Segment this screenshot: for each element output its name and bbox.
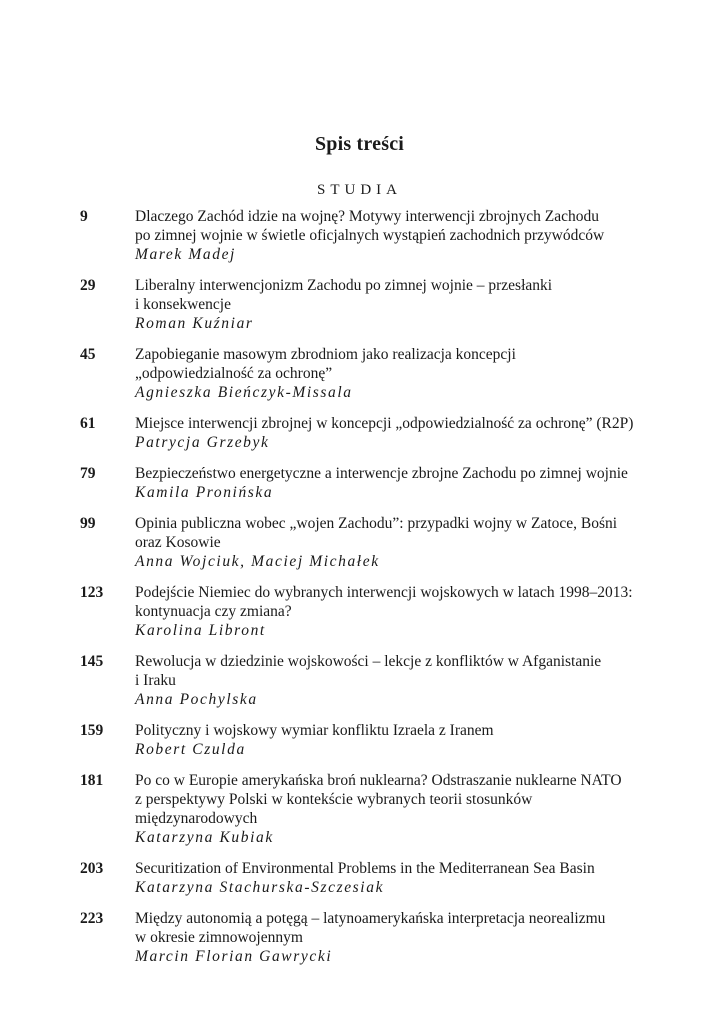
entry-title-line: po zimnej wojnie w świetle oficjalnych wystąpień zachodnich przywódców [135,227,605,244]
toc-list [0,207,719,978]
page-number: 9 [80,208,88,225]
page-number: 145 [80,653,104,670]
toc-entry[interactable] [0,721,719,759]
entry-title-line: Liberalny interwencjonizm Zachodu po zimnej wojnie – przesłanki [135,277,553,294]
entry-title-line: Opinia publiczna wobec „wojen Zachodu”: przypadki wojny w Zatoce, Bośni [135,515,618,532]
page-number: 79 [80,465,96,482]
entry-title-line: Securitization of Environmental Problems in the Mediterranean Sea Basin [135,860,595,877]
toc-entry[interactable] [0,276,719,333]
toc-entry[interactable] [0,345,719,402]
entry-author: Katarzyna Stachurska-Szczesiak [135,879,385,896]
entry-title-line: w okresie zimnowojennym [135,929,303,946]
page-number: 181 [80,772,104,789]
entry-author: Roman Kuźniar [135,315,254,332]
toc-entry[interactable] [0,414,719,452]
page-number: 223 [80,910,104,927]
entry-title-line: Rewolucja w dziedzinie wojskowości – lekcje z konfliktów w Afganistanie [135,653,602,670]
page-number: 45 [80,346,96,363]
entry-author: Kamila Pronińska [135,484,274,501]
entry-title-line: Miejsce interwencji zbrojnej w koncepcji „odpowiedzialność za ochronę” (R2P) [135,415,634,432]
entry-author: Agnieszka Bieńczyk-Missala [135,384,353,401]
section-heading: STUDIA [317,182,402,198]
entry-author: Karolina Libront [135,622,266,639]
toc-entry[interactable] [0,909,719,966]
page-number: 29 [80,277,96,294]
page-number: 99 [80,515,96,532]
entry-title-line: i Iraku [135,672,176,689]
toc-entry[interactable] [0,514,719,571]
page-number: 159 [80,722,104,739]
entry-author: Marek Madej [135,246,236,263]
toc-entry[interactable] [0,207,719,264]
entry-author: Anna Pochylska [135,691,258,708]
entry-title-line: Zapobieganie masowym zbrodniom jako realizacja koncepcji [135,346,516,363]
entry-author: Marcin Florian Gawrycki [135,948,333,965]
entry-author: Katarzyna Kubiak [135,829,274,846]
page-number: 61 [80,415,96,432]
entry-title-line: Dlaczego Zachód idzie na wojnę? Motywy interwencji zbrojnych Zachodu [135,208,599,225]
entry-title-line: „odpowiedzialność za ochronę” [135,365,333,382]
page-title: Spis treści [314,133,405,155]
entry-title-line: i konsekwencje [135,296,231,313]
entry-author: Robert Czulda [135,741,246,758]
entry-title-line: Po co w Europie amerykańska broń nuklearna? Odstraszanie nuklearne NATO [135,772,622,789]
toc-entry[interactable] [0,771,719,847]
entry-title-line: z perspektywy Polski w kontekście wybranych teorii stosunków [135,791,533,808]
toc-entry[interactable] [0,859,719,897]
toc-entry[interactable] [0,464,719,502]
entry-author: Patrycja Grzebyk [135,434,270,451]
toc-entry[interactable] [0,652,719,709]
toc-entry[interactable] [0,583,719,640]
entry-title-line: Polityczny i wojskowy wymiar konfliktu Izraela z Iranem [135,722,494,739]
entry-title-line: oraz Kosowie [135,534,221,551]
page-number: 123 [80,584,104,601]
page-number: 203 [80,860,104,877]
entry-title-line: Między autonomią a potęgą – latynoamerykańska interpretacja neorealizmu [135,910,606,927]
entry-title-line: Podejście Niemiec do wybranych interwencji wojskowych w latach 1998–2013: [135,584,633,601]
entry-title-line: międzynarodowych [135,810,258,827]
entry-title-line: Bezpieczeństwo energetyczne a interwencje zbrojne Zachodu po zimnej wojnie [135,465,628,482]
entry-title-line: kontynuacja czy zmiana? [135,603,292,620]
entry-author: Anna Wojciuk, Maciej Michałek [135,553,380,570]
